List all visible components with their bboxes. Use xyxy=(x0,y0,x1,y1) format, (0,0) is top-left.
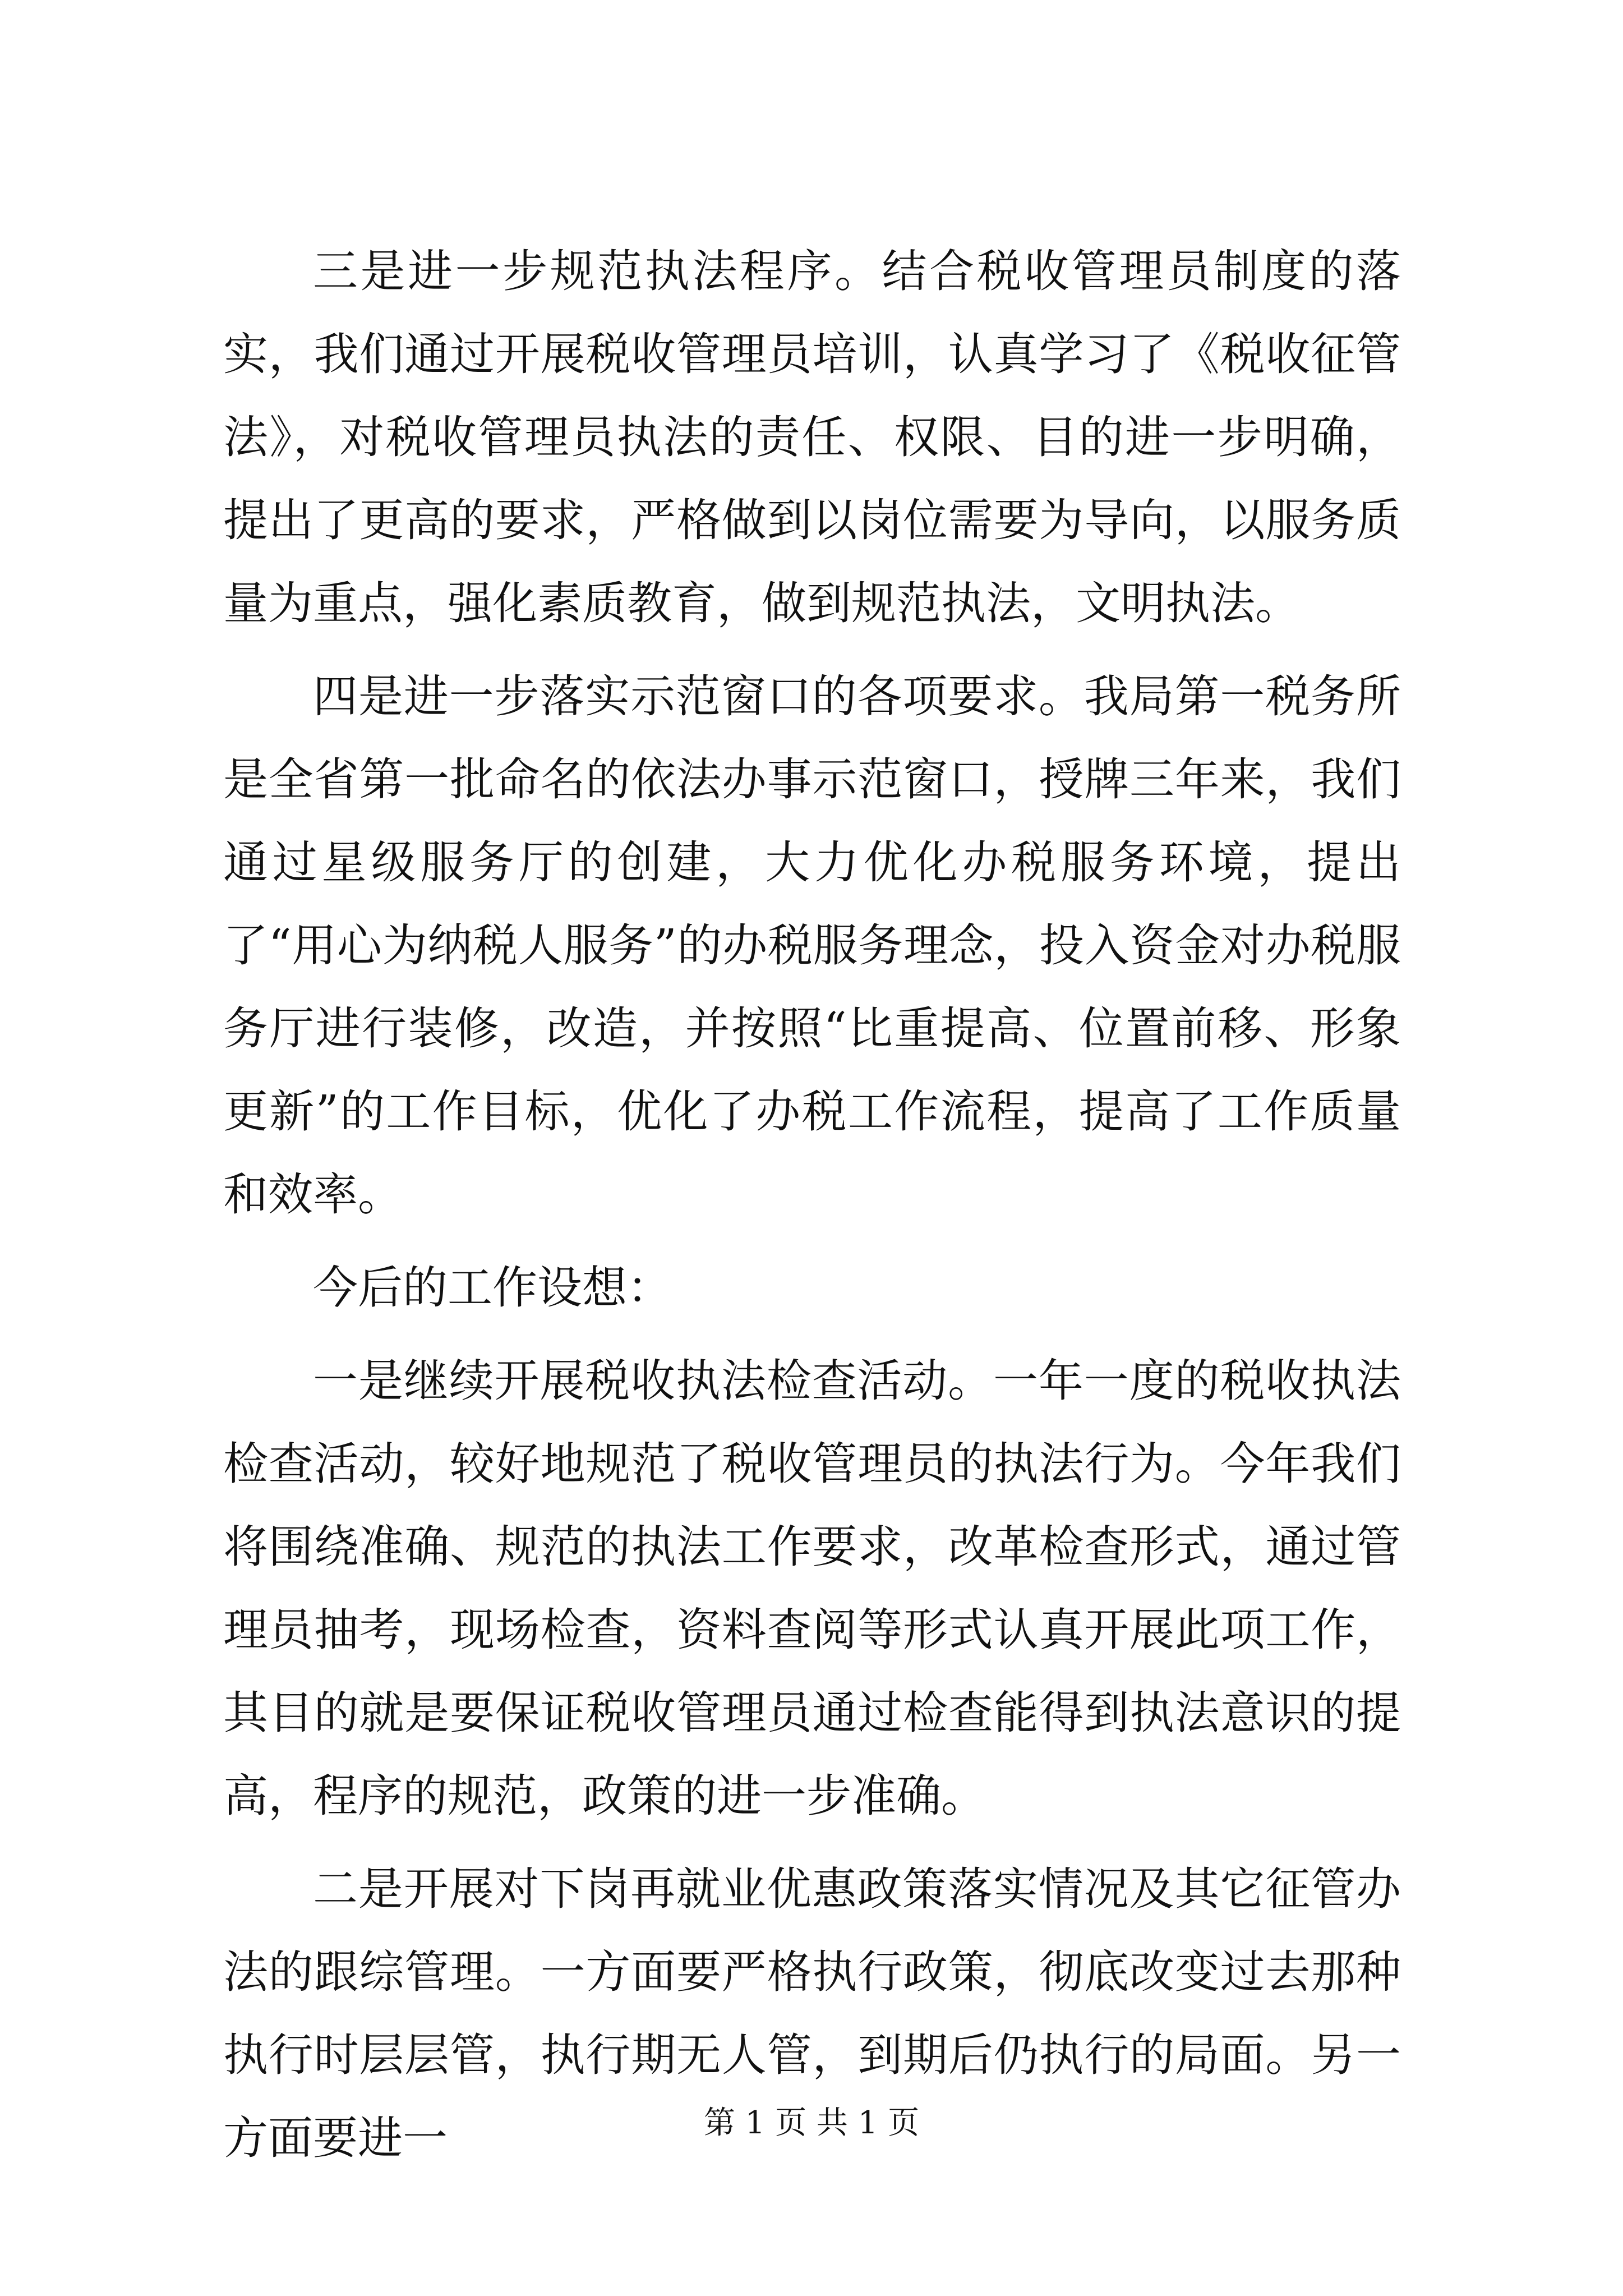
paragraph-4: 一是继续开展税收执法检查活动。一年一度的税收执法检查活动，较好地规范了税收管理员的执法行为。今年我们将围绕准确、规范的执法工作要求，改革检查形式，通过管理员抽考，现场检查，资料查阅等形式认真开展此项工作，其目的就是要保证税收管理员通过检查能得到执法意识的提高，程序的规范，政策的进一步准确。 xyxy=(223,1355,1401,1822)
document-body xyxy=(223,230,1401,2190)
paragraph-3: 今后的工作设想： xyxy=(313,1262,672,1314)
paragraph-1: 三是进一步规范执法程序。结合税收管理员制度的落实，我们通过开展税收管理员培训，认真学习了《税收征管法》，对税收管理员执法的责任、权限、目的进一步明确，提出了更高的要求，严格做到以岗位需要为导向，以服务质量为重点，强化素质教育，做到规范执法，文明执法。 xyxy=(223,245,1401,629)
paragraph-5: 二是开展对下岗再就业优惠政策落实情况及其它征管办法的跟综管理。一方面要严格执行政策，彻底改变过去那种执行时层层管，执行期无人管，到期后仍执行的局面。另一方面要进一 xyxy=(223,1863,1401,2164)
paragraph-2: 四是进一步落实示范窗口的各项要求。我局第一税务所是全省第一批命名的依法办事示范窗口，授牌三年来，我们通过星级服务厅的创建，大力优化办税服务环境，提出了“用心为纳税人服务”的办税服务理念，投入资金对办税服务厅进行装修，改造，并按照“比重提高、位置前移、形象更新”的工作目标，优化了办税工作流程，提高了工作质量和效率。 xyxy=(223,670,1401,1221)
page-footer: 第 1 页 共 1 页 xyxy=(703,2105,920,2141)
